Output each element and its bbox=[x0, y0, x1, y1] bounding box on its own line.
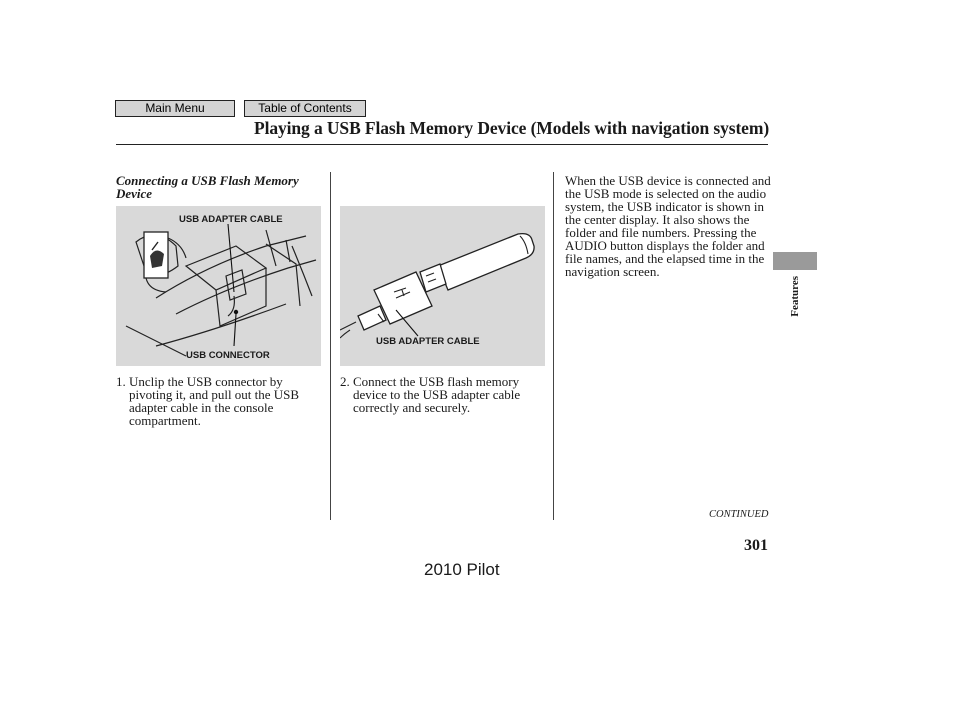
page-title: Playing a USB Flash Memory Device (Models with navigation system) bbox=[254, 118, 770, 138]
section-tab-label: Features bbox=[789, 276, 801, 317]
step-1 bbox=[116, 375, 316, 427]
title-rule bbox=[116, 144, 768, 145]
table-of-contents-button[interactable]: Table of Contents bbox=[244, 100, 366, 117]
callout-usb-adapter-cable-2: USB ADAPTER CABLE bbox=[376, 336, 480, 347]
step-1-number: 1. bbox=[116, 374, 126, 389]
callout-usb-adapter-cable: USB ADAPTER CABLE bbox=[179, 214, 283, 225]
footer-model: 2010 Pilot bbox=[424, 560, 500, 579]
step-2-text: Connect the USB flash memory device to the USB adapter cable correctly and securely. bbox=[353, 374, 521, 415]
flash-drive-figure bbox=[340, 206, 545, 366]
page-number: 301 bbox=[744, 537, 768, 554]
step-2-number: 2. bbox=[340, 374, 350, 389]
column-divider-right bbox=[553, 172, 554, 520]
callout-usb-connector: USB CONNECTOR bbox=[186, 350, 270, 361]
step-2 bbox=[340, 375, 540, 414]
console-illustration bbox=[116, 206, 321, 366]
usb-indicator-paragraph: When the USB device is connected and the USB mode is selected on the audio system, the USB indicator is shown in the center display. It also shows the folder and file numbers. Pressing the AUDIO button displays the folder and file names, and the elapsed time in the navigation screen. bbox=[565, 173, 771, 279]
continued-label: CONTINUED bbox=[709, 509, 769, 520]
column-divider-left bbox=[330, 172, 331, 520]
console-figure bbox=[116, 206, 321, 366]
step-1-text: Unclip the USB connector by pivoting it, and pull out the USB adapter cable in the console compartment. bbox=[129, 374, 300, 428]
section-tab bbox=[773, 252, 817, 270]
main-menu-button[interactable]: Main Menu bbox=[115, 100, 235, 117]
section-heading: Connecting a USB Flash Memory Device bbox=[116, 173, 299, 201]
